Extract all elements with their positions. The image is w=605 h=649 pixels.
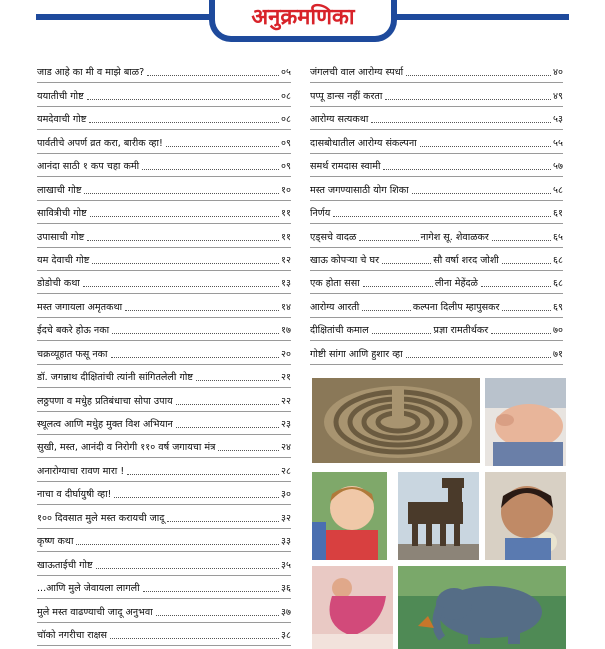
entry-title: अनारोग्याचा रावण मारा ! [37,465,125,477]
entry-page-number: ०८ [281,90,291,102]
entry-page-number: ३७ [281,606,291,618]
entry-title: सावित्रीची गोष्ट [37,208,87,220]
entry-title: डॉ. जगन्नाथ दीक्षितांची त्यांनी सांगितलेली गोष्ट [37,372,193,384]
toc-entry[interactable] [37,388,291,411]
entry-title: पार्वतीचे अपर्ण व्रत करा, बारीक व्हा! [37,137,163,149]
dot-leader [96,568,279,569]
dot-leader [147,75,279,76]
entry-title: लठ्ठपणा व मधुेह प्रतिबंधाचा सोपा उपाय [37,395,173,407]
entry-page-number: ६५ [553,231,563,243]
entry-page-number: १४ [281,301,291,313]
dot-leader [166,146,279,147]
entry-title: आरोग्य आरती [310,301,360,313]
entry-title: ...आणि मुले जेवायला लागली [37,583,140,595]
dot-leader [87,99,279,100]
toc-entry[interactable] [310,130,563,153]
entry-page-number: ६१ [553,208,563,220]
entry-title: एक होता ससा [310,278,360,290]
entry-page-number: ३० [281,489,291,501]
dot-leader [83,286,279,287]
entry-title: गोष्टी सांगा आणि हुशार व्हा [310,348,403,360]
yoga-image [312,566,393,649]
toc-entry[interactable] [310,318,563,341]
entry-title: चक्रव्यूहात फसू नका [37,348,108,360]
dot-leader [502,310,551,311]
entry-author: नागेश सू. शेवाळकर [420,231,489,243]
dot-leader [110,638,279,639]
dot-leader [92,263,279,264]
entry-page-number: ३५ [281,559,291,571]
dot-leader [196,380,279,381]
dot-leader [89,122,279,123]
entry-page-number: ११ [281,208,291,220]
toc-entry[interactable] [310,248,563,271]
dot-leader [385,99,551,100]
toc-entry[interactable] [37,177,291,200]
entry-page-number: ६८ [553,254,564,266]
dot-leader [127,474,279,475]
entry-title: यम देवाची गोष्ट [37,254,90,266]
entry-page-number: ६८ [553,278,564,290]
entry-author: कल्पना दिलीप म्हापुसकर [412,301,500,313]
entry-title: निर्णय [310,208,331,220]
entry-page-number: ५७ [553,161,563,173]
toc-entry[interactable] [37,505,291,528]
dot-leader [143,591,279,592]
entry-title: आनंदा साठी १ कप चहा कमी [37,161,140,173]
entry-title: ईदचे बकरे होऊ नका [37,325,110,337]
entry-page-number: ६९ [553,301,564,313]
entry-page-number: २१ [281,372,291,384]
toc-entry[interactable] [310,177,563,200]
entry-title: मस्त जगण्यासाठी योग शिका [310,184,409,196]
entry-page-number: १३ [281,278,291,290]
entry-page-number: ५५ [553,137,563,149]
entry-title: दासबोधातील आरोग्य संकल्पना [310,137,417,149]
entry-title: मस्त जगायला अमृतकथा [37,301,123,313]
toc-entry[interactable] [310,224,563,247]
dot-leader [406,357,551,358]
toc-entry[interactable] [37,365,291,388]
dot-leader [491,333,551,334]
dot-leader [372,333,432,334]
entry-page-number: ५३ [553,114,563,126]
belly-image [485,378,566,466]
entry-page-number: २२ [281,395,291,407]
dot-leader [363,286,433,287]
toc-entry[interactable] [37,458,291,481]
toc-entry[interactable] [37,154,291,177]
toc-left-column [37,60,291,646]
entry-page-number: १७ [281,325,291,337]
dot-leader [218,450,279,451]
entry-page-number: ०९ [281,137,291,149]
dot-leader [371,122,551,123]
toc-right-column [310,60,563,365]
entry-page-number: १२ [281,254,291,266]
toc-entry[interactable] [310,201,563,224]
toc-entry[interactable] [37,482,291,505]
entry-title: उपासाची गोष्ट [37,231,85,243]
entry-page-number: ३३ [281,536,291,548]
dot-leader [406,75,551,76]
entry-title: पप्पू डान्स नहीं करता [310,90,383,102]
entry-page-number: ७० [553,325,563,337]
toc-entry[interactable] [37,412,291,435]
entry-page-number: ३६ [281,583,291,595]
dot-leader [114,497,279,498]
toc-entry[interactable] [37,107,291,130]
dot-leader [87,240,279,241]
entry-page-number: ११ [281,231,291,243]
entry-title: जंगलची वाल आरोग्य स्पर्धा [310,67,404,79]
dot-leader [176,427,279,428]
entry-title: खाऊ कोपऱ्या चे घर [310,254,380,266]
trojan-horse-image [398,472,479,560]
toc-entry[interactable] [37,341,291,364]
entry-page-number: ४९ [553,90,563,102]
dot-leader [156,615,279,616]
toc-entry[interactable] [37,83,291,106]
entry-page-number: ७१ [553,348,563,360]
entry-title: एड्सचे वादळ [310,231,357,243]
entry-title: चॉको नगरीचा राक्षस [37,629,108,641]
toc-entry[interactable] [310,341,563,364]
header [0,0,605,44]
toc-entry[interactable] [310,271,563,294]
dot-leader [167,521,279,522]
child-eating-image [485,472,566,560]
dot-leader [176,404,279,405]
dot-leader [111,357,280,358]
toc-entry[interactable] [37,248,291,271]
toc-entry[interactable] [37,318,291,341]
toc-entry[interactable] [310,154,563,177]
dot-leader [502,263,551,264]
dot-leader [362,310,411,311]
toc-entry[interactable] [37,271,291,294]
toc-entry[interactable] [37,529,291,552]
entry-title: यमदेवाची गोष्ट [37,114,87,126]
toc-entry[interactable] [37,576,291,599]
entry-author: लीना मेहेंदळे [434,278,478,290]
entry-title: १०० दिवसात मुले मस्त करायची जादू [37,512,165,524]
dot-leader [359,240,418,241]
entry-title: नाचा व दीर्घायुषी व्हा! [37,489,112,501]
entry-title: आरोग्य सत्यकथा [310,114,369,126]
toc-entry[interactable] [310,83,563,106]
entry-title: मुले मस्त वाढण्याची जादू अनुभवा [37,606,153,618]
title-tab [209,0,397,42]
dot-leader [125,310,279,311]
entry-author: सौ वर्षा शरद जोशी [433,254,499,266]
entry-page-number: ५८ [553,184,563,196]
toc-entry[interactable] [37,294,291,317]
entry-page-number: ०५ [281,67,291,79]
entry-title: कृष्ण कथा [37,536,74,548]
toc-entry[interactable] [310,60,563,83]
entry-page-number: ०९ [281,161,291,173]
header-rule-right [384,14,569,20]
header-rule-left [36,14,221,20]
dot-leader [382,263,431,264]
toc-entry[interactable] [37,435,291,458]
toc-entry[interactable] [37,224,291,247]
toc-entry[interactable] [310,107,563,130]
entry-page-number: २३ [281,419,291,430]
entry-title: स्थूलत्व आणि मधुेह मुक्त विश अभियान [37,419,173,430]
dot-leader [112,333,279,334]
labyrinth-image [312,378,480,463]
entry-page-number: २० [281,348,291,360]
entry-page-number: ३२ [281,512,291,524]
dot-leader [76,544,279,545]
toc-entry[interactable] [37,599,291,622]
entry-page-number: २८ [281,465,291,477]
toc-entry[interactable] [37,60,291,83]
entry-title: खाऊताईची गोष्ट [37,559,93,571]
toc-entry[interactable] [37,552,291,575]
cartoon-elephant-image [398,566,566,649]
dot-leader [420,146,551,147]
dot-leader [412,193,551,194]
toc-entry[interactable] [37,623,291,646]
entry-page-number: ३८ [281,629,291,641]
entry-page-number: ०८ [281,114,291,126]
entry-page-number: ४० [553,67,563,79]
entry-page-number: २४ [281,442,291,454]
page-title: अनुक्रमणिका [251,4,355,30]
entry-title: समर्थ रामदास स्वामी [310,161,381,173]
entry-title: दीक्षितांची कमाल [310,325,369,337]
entry-title: सुखी, मस्त, आनंदी व निरोगी ११० वर्ष जगायचा मंत्र [37,442,216,454]
entry-page-number: १० [281,184,291,196]
dot-leader [333,216,551,217]
dot-leader [492,240,551,241]
toc-entry[interactable] [310,294,563,317]
dot-leader [84,193,279,194]
entry-author: प्रज्ञा रामतीर्थकर [433,325,489,337]
entry-title: ययातीची गोष्ट [37,90,84,102]
entry-title: जाड आहे का मी व माझे बाळ? [37,67,145,79]
boy-image [312,472,387,560]
toc-entry[interactable] [37,130,291,153]
dot-leader [90,216,279,217]
toc-entry[interactable] [37,201,291,224]
entry-title: डोडोची कथा [37,278,80,290]
dot-leader [142,169,279,170]
dot-leader [383,169,551,170]
entry-title: लाखाची गोष्ट [37,184,82,196]
dot-leader [481,286,551,287]
